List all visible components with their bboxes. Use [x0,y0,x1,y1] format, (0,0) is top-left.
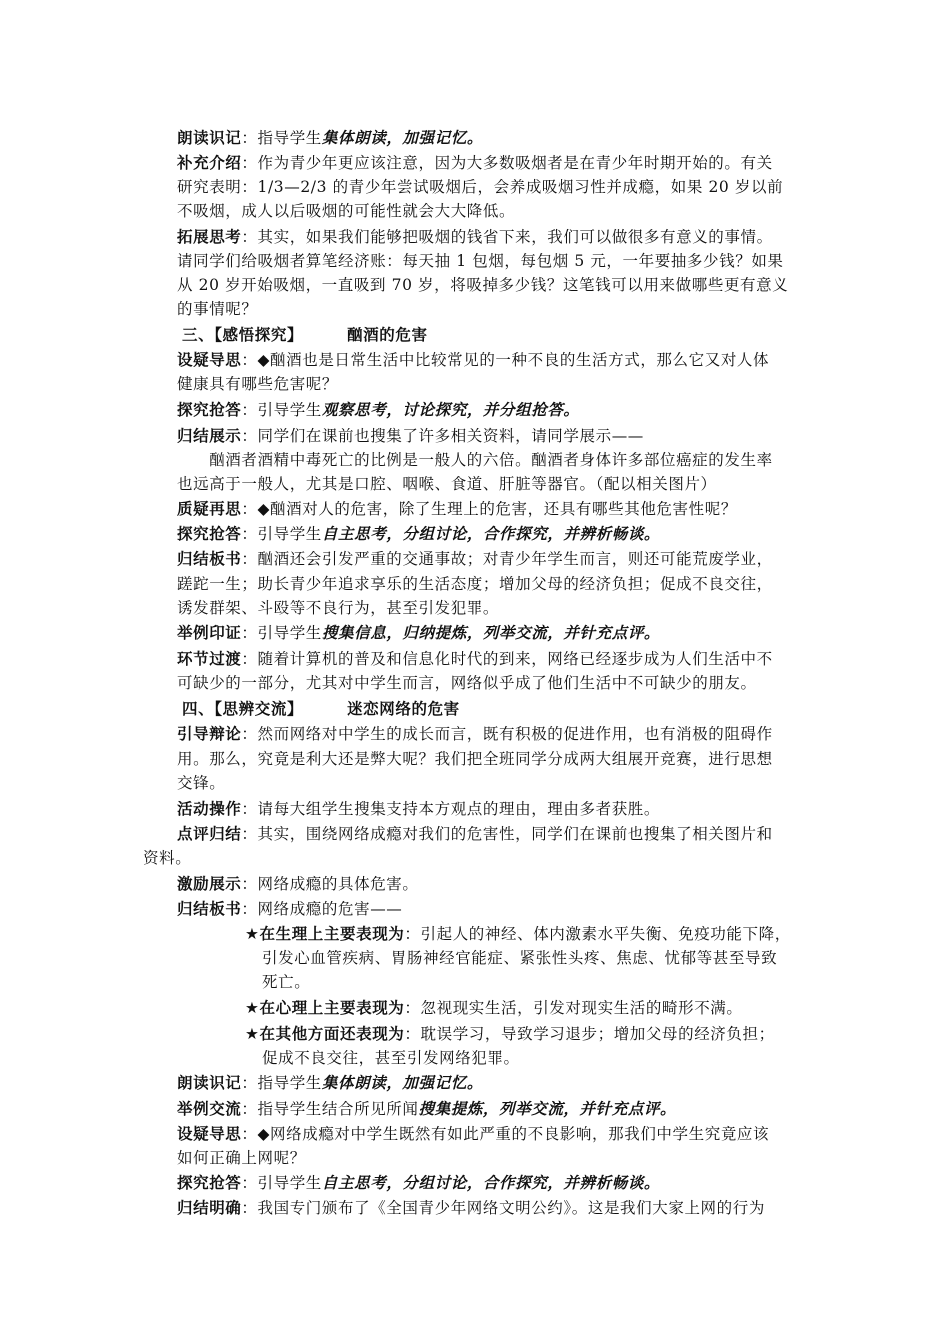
text-line [177,372,338,396]
line-label: 探究抢答 [177,1174,242,1192]
line-label: 激励展示 [177,875,242,893]
line-text: ：同学们在课前也搜集了许多相关资料，请同学展示—— [241,427,644,445]
line-emphasis: 观察思考，讨论探究，并分组抢答。 [321,400,580,419]
line-text: ：指导学生结合所见所闻 [241,1100,419,1118]
line-text: ：作为青少年更应该注意，因为大多数吸烟者是在青少年时期开始的。有关 [241,154,773,172]
line-text: ：随着计算机的普及和信息化时代的到来，网络已经逐步成为人们生活中不 [241,650,773,668]
line-text: 引发心血管疾病、胃肠神经官能症、紧张性头疼、焦虑、忧郁等甚至导致 [262,949,778,967]
line-label: 归结明确 [177,1199,242,1217]
text-line [177,448,773,472]
line-text: ：◆酗酒也是日常生活中比较常见的一种不良的生活方式，那么它又对人体 [241,351,770,369]
line-label: 设疑导思 [177,351,242,369]
line-text: 的事情呢？ [177,300,258,318]
line-label: 探究抢答 [177,401,242,419]
line-text: 不吸烟，成人以后吸烟的可能性就会大大降低。 [177,202,516,220]
line-label: ★在心理上主要表现为 [245,999,405,1017]
text-line [143,846,191,870]
text-line [177,151,773,175]
line-label: 点评归结 [177,825,242,843]
text-line [177,126,483,150]
line-text: ：网络成瘾的危害—— [241,900,403,918]
text-line [177,398,580,422]
line-text: 从 20 岁开始吸烟，一直吸到 70 岁，将吸掉多少钱？这笔钱可以用来做哪些更有意义 [177,276,789,294]
line-text: ：请每大组学生搜集支持本方观点的理由，理由多者获胜。 [241,800,661,818]
line-text: 用。那么，究竟是利大还是弊大呢？我们把全班同学分成两大组展开竞赛，进行思想 [177,750,773,768]
heading-number: 四、【思辨交流】 [182,700,304,718]
line-text: ：酗酒还会引发严重的交通事故；对青少年学生而言，则还可能荒废学业， [241,550,773,568]
text-line [177,348,769,372]
line-label: 举例交流 [177,1100,242,1118]
line-emphasis: 搜集信息，归纳提炼，列举交流，并针充点评。 [321,623,661,642]
text-line [177,747,773,771]
line-text: ：引导学生 [241,525,322,543]
line-label: 设疑导思 [177,1125,242,1143]
text-line [177,596,499,620]
line-text: ：其实，如果我们能够把吸烟的钱省下来，我们可以做很多有意义的事情。 [241,228,773,246]
heading-title: 迷恋网络的危害 [347,700,460,718]
text-line [177,225,773,249]
text-line [177,1146,306,1170]
line-text: ：其实，围绕网络成瘾对我们的危害性，同学们在课前也搜集了相关图片和 [241,825,773,843]
line-text: 交锋。 [177,774,226,792]
line-label: 探究抢答 [177,525,242,543]
text-line [262,946,777,970]
text-line [245,996,743,1020]
line-text: 资料。 [143,849,192,867]
text-line [177,771,225,795]
line-label: 质疑再思 [177,500,242,518]
line-text: 研究表明：1/3—2/3 的青少年尝试吸烟后，会养成吸烟习性并成瘾，如果 20 岁以前 [177,178,784,196]
line-text: ：网络成瘾的具体危害。 [241,875,419,893]
line-text: ：引起人的神经、体内激素水平失衡、免疫功能下降， [404,925,791,943]
text-line [177,424,644,448]
line-text: ：然而网络对中学生的成长而言，既有积极的促进作用，也有消极的阻碍作 [241,725,773,743]
line-label: 朗读识记 [177,129,242,147]
text-line [177,547,773,571]
line-label: 引导辩论 [177,725,242,743]
line-emphasis: 自主思考，分组讨论，合作探究，并辨析畅谈。 [321,524,661,543]
text-line [177,1097,676,1121]
text-line [177,1071,483,1095]
text-line [245,1022,775,1046]
line-text: ：引导学生 [241,1174,322,1192]
line-text: ：我国专门颁布了《全国青少年网络文明公约》。这是我们大家上网的行为 [241,1199,765,1217]
text-line [177,671,757,695]
text-line [177,647,773,671]
line-emphasis: 集体朗读，加强记忆。 [321,128,483,147]
line-text: 健康具有哪些危害呢？ [177,375,339,393]
text-line [177,822,773,846]
line-label: ★在生理上主要表现为 [245,925,405,943]
text-line [262,1046,520,1070]
line-text: ：◆网络成瘾对中学生既然有如此严重的不良影响，那我们中学生究竟应该 [241,1125,770,1143]
text-line [177,621,660,645]
text-line [177,249,784,273]
line-text: ：指导学生 [241,129,322,147]
line-text: 也远高于一般人，尤其是口腔、咽喉、食道、肝脏等器官。（配以相关图片） [177,475,717,493]
line-label: 归结板书 [177,900,242,918]
line-text: ：引导学生 [241,624,322,642]
line-emphasis: 搜集提炼，列举交流，并针充点评。 [418,1099,677,1118]
text-line [177,797,660,821]
heading-title: 酗酒的危害 [347,326,428,344]
line-text: ：指导学生 [241,1074,322,1092]
heading-number: 三、【感悟探究】 [182,326,304,344]
text-line [177,1171,660,1195]
line-label: 归结展示 [177,427,242,445]
text-line [177,273,788,297]
line-text: 诱发群架、斗殴等不良行为，甚至引发犯罪。 [177,599,500,617]
section-heading-4 [182,697,460,721]
text-line [177,572,773,596]
line-label: 拓展思考 [177,228,242,246]
line-text: 蹉跎一生；助长青少年追求享乐的生活态度；增加父母的经济负担；促成不良交往， [177,575,773,593]
line-label: 举例印证 [177,624,242,642]
text-line [177,199,515,223]
text-line [177,1122,769,1146]
text-line [177,897,402,921]
section-heading-3 [182,323,428,347]
text-line [177,1196,765,1220]
line-text: ：引导学生 [241,401,322,419]
text-line [177,722,773,746]
line-label: 活动操作 [177,800,242,818]
text-line [262,970,310,994]
line-text: 请同学们给吸烟者算笔经济账：每天抽 1 包烟，每包烟 5 元，一年要抽多少钱？如果 [177,252,784,270]
text-line [177,522,660,546]
text-line [177,497,737,521]
line-text: ：忽视现实生活，引发对现实生活的畸形不满。 [404,999,743,1017]
line-text: 如何正确上网呢？ [177,1149,306,1167]
line-text: 酗酒者酒精中毒死亡的比例是一般人的六倍。酗酒者身体许多部位癌症的发生率 [177,451,773,469]
text-line [177,297,258,321]
line-label: 归结板书 [177,550,242,568]
line-label: ★在其他方面还表现为 [245,1025,405,1043]
text-line [177,472,717,496]
line-label: 补充介绍 [177,154,242,172]
line-text: ：耽误学习，导致学习退步；增加父母的经济负担； [404,1025,775,1043]
line-emphasis: 集体朗读，加强记忆。 [321,1073,483,1092]
line-text: 促成不良交往，甚至引发网络犯罪。 [262,1049,520,1067]
line-text: 死亡。 [262,973,311,991]
text-line [177,175,783,199]
text-line [177,872,419,896]
line-emphasis: 自主思考，分组讨论，合作探究，并辨析畅谈。 [321,1173,661,1192]
line-label: 朗读识记 [177,1074,242,1092]
line-text: 可缺少的一部分，尤其对中学生而言，网络似乎成了他们生活中不可缺少的朋友。 [177,674,757,692]
line-label: 环节过渡 [177,650,242,668]
text-line [245,922,791,946]
line-text: ：◆酗酒对人的危害，除了生理上的危害，还具有哪些其他危害性呢？ [241,500,737,518]
